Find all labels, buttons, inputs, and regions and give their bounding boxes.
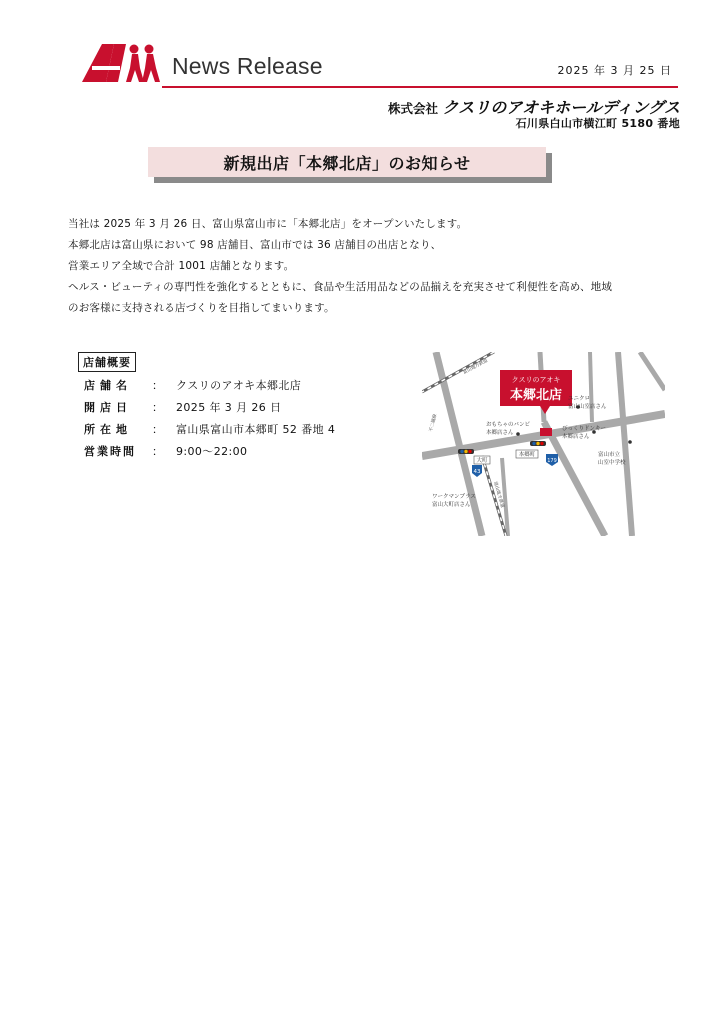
- map-label-donki: びっくりドンキー: [562, 426, 607, 432]
- overview-row: [84, 418, 335, 440]
- overview-value: 9:00～22:00: [176, 445, 248, 458]
- map-label-workman: ワークマンプラス: [432, 494, 476, 500]
- map-label-unicro: ユニクロ: [568, 396, 591, 402]
- release-date: 2025 年 3 月 25 日: [557, 64, 672, 77]
- route-179-label: 179: [547, 458, 557, 464]
- map-label-school-2: 山室中学校: [598, 460, 626, 466]
- store-map: [422, 352, 665, 536]
- body-line: 当社は 2025 年 3 月 26 日、富山県富山市に「本郷北店」をオープンいたします。: [68, 218, 468, 230]
- company-prefix: 株式会社: [388, 101, 439, 116]
- map-label-unicro-branch: 富山山室店さん: [568, 404, 607, 410]
- road-north-2: [590, 352, 592, 422]
- overview-colon: ：: [152, 423, 163, 436]
- overview-row: [84, 440, 335, 462]
- map-label-omachi: 大町: [476, 458, 488, 464]
- route-43-label: 43: [473, 469, 481, 475]
- overview-colon: ：: [152, 379, 163, 392]
- overview-key: 店舗名: [84, 379, 132, 392]
- overview-value: 2025 年 3 月 26 日: [176, 401, 282, 414]
- map-label-rail-left: 不二越線: [429, 413, 439, 433]
- body-line: のお客様に支持される店づくりを目指してまいります。: [68, 302, 335, 314]
- map-store-name: 本郷北店: [509, 388, 563, 403]
- map-store-brand: クスリのアオキ: [511, 376, 561, 384]
- map-label-toy-shop: おもちゃのバンビ: [486, 422, 531, 428]
- map-label-toy-branch: 本郷店さん: [486, 430, 514, 436]
- overview-colon: ：: [152, 401, 163, 414]
- map-label-school-1: 富山市立: [598, 452, 621, 458]
- map-label-rail-bottom: 富山地方鉄道: [492, 481, 505, 509]
- announcement-title: 新規出店「本郷北店」のお知らせ: [148, 147, 546, 177]
- overview-value: 富山県富山市本郷町 52 番地 4: [176, 423, 336, 436]
- body-paragraph: [68, 214, 668, 319]
- body-line: 営業エリア全域で合計 1001 店舗となります。: [68, 260, 295, 272]
- overview-row: [84, 374, 335, 396]
- overview-colon: ：: [152, 445, 163, 458]
- body-line: ヘルス・ビューティの専門性を強化するとともに、食品や生活用品などの品揃えを充実させて利便性を高め、地域: [68, 281, 613, 293]
- body-line: 本郷北店は富山県において 98 店舗目、富山市では 36 店舗目の出店となり、: [68, 239, 442, 251]
- company-address: 石川県白山市横江町 5180 番地: [515, 117, 680, 130]
- overview-row: [84, 396, 335, 418]
- map-label-rail-top: 富山地方鉄道: [462, 358, 489, 376]
- overview-table: [84, 374, 335, 462]
- overview-label: 店舗概要: [78, 352, 136, 372]
- header-divider: [162, 86, 678, 88]
- aoki-logo: [82, 42, 160, 84]
- overview-value: クスリのアオキ本郷北店: [176, 379, 302, 392]
- overview-key: 営業時間: [84, 445, 136, 458]
- map-label-donki-branch: 本郷店さん: [562, 434, 590, 440]
- overview-key: 開店日: [84, 401, 132, 414]
- company-main-name: クスリのアオキホールディングス: [442, 98, 680, 117]
- page-title: News Release: [172, 53, 323, 79]
- map-label-workman-branch: 富山大町店さん: [432, 502, 471, 508]
- overview-key: 所在地: [84, 423, 132, 436]
- map-label-hongo: 本郷町: [518, 452, 536, 458]
